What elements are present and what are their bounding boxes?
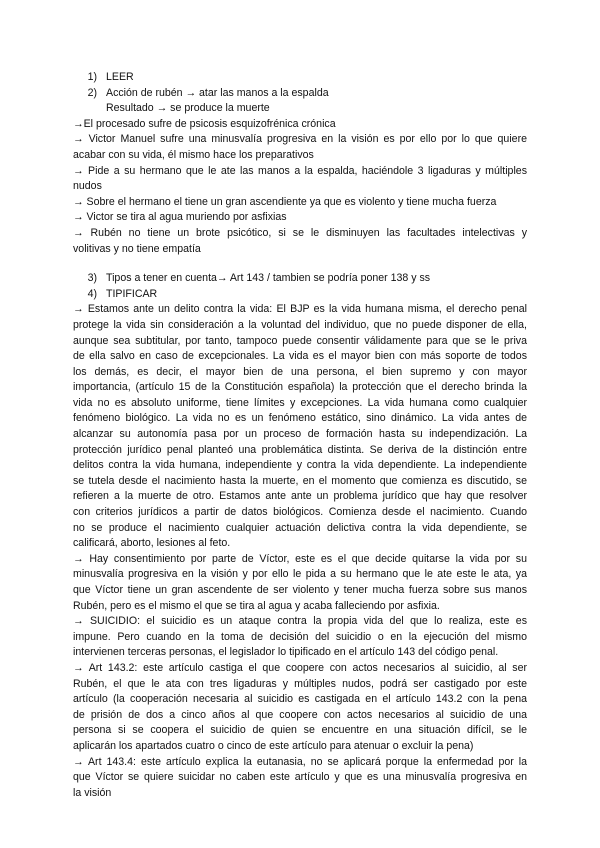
body-line: protección jurídico penal planteó una problemática distinta. Se deriva de la distinción entre: [73, 443, 527, 456]
body-text: [73, 302, 527, 801]
body-line: intervienen terceras personas, el legislador lo tipificado en el artículo 143 del código penal.: [73, 646, 499, 659]
body-line: persona si se coopera el suicidio de quien se encuentre en una situación difícil, se le: [73, 724, 527, 737]
body-line: → Art 143.2: este artículo castiga el que coopere con actos necesarios al suicidio, al ser: [73, 661, 527, 674]
document-content: [73, 70, 527, 801]
list-text: LEER: [106, 71, 134, 83]
list-item: [73, 271, 527, 287]
list-text: TIPIFICAR: [106, 287, 158, 300]
list-number: 3): [87, 272, 97, 285]
body-line: con criterios jurídicos a partir de datos biológicos. Comienza desde el nacimiento. Cuando: [73, 506, 527, 519]
body-line: aplicarán los apartados cuatro o cinco de este artículo para atenuar o excluir la pena): [73, 739, 474, 752]
fact-line: acabar con su vida, él mismo hace los preparativos: [73, 148, 314, 161]
body-line: refieren a la muerte de otro. Estamos ante ante un problema jurídico que hay que resolver: [73, 490, 527, 503]
fact-line: → Sobre el hermano el tiene un gran ascendiente ya que es violento y tiene mucha fuerza: [73, 195, 497, 208]
fact-line: nudos: [73, 180, 102, 193]
body-line: → Estamos ante un delito contra la vida: El BJP es la vida humana misma, el derecho penal: [73, 303, 527, 316]
fact-line: → Victor Manuel sufre una minusvalía progresiva en la visión es por ello por lo que quiere: [73, 133, 527, 146]
fact-line: → Pide a su hermano que le ate las manos a la espalda, haciéndole 3 ligaduras y múltiples: [73, 164, 527, 177]
body-line: no se produce el nacimiento cualquier actuación delictiva contra la vida dependiente, se: [73, 521, 527, 534]
list-subline: Resultado → se produce la muerte: [106, 102, 270, 115]
body-line: que Víctor tiene un gran ascendente de ser violento y tener mucha fuerza sobre sus manos: [73, 584, 527, 596]
body-line: se tutela desde el nacimiento hasta la muerte, en el momento que comienza es discutido, se: [73, 474, 527, 487]
body-line: → SUICIDIO: el suicidio es un ataque contra la propia vida del que lo realiza, este es: [73, 615, 527, 628]
fact-line: →El procesado sufre de psicosis esquizofrénica crónica: [73, 117, 336, 130]
list-text: Acción de rubén → atar las manos a la espalda: [106, 86, 329, 99]
fact-line: → Rubén no tiene un brote psicótico, si se le disminuyen las facultades intelectivas y: [73, 226, 527, 239]
body-line: calificará, aborto, lesiones al feto.: [73, 537, 231, 550]
body-line: vida no es absoluto uniforme, tiene límites y excepciones. La vida humana como cualquier: [73, 396, 527, 409]
list-number: 2): [87, 86, 97, 99]
body-line: → Hay consentimiento por parte de Víctor, este es el que decide quitarse la vida por su: [73, 552, 527, 565]
body-line: los demás, es decir, el mayor bien de una persona, el bien supremo y con mayor: [73, 365, 527, 378]
list-number: 1): [87, 71, 97, 83]
body-line: la visión: [73, 786, 112, 799]
body-line: aunque sea subtitular, por tanto, tampoco puede consentir válidamente para que se le priva: [73, 334, 527, 347]
list-number: 4): [87, 287, 97, 300]
body-line: que Víctor se quiere suicidar no caben este artículo y que es una minusvalía progresiva en: [73, 771, 527, 784]
body-line: delitos contra la vida humana, independiente y contra la vida dependiente. La independiente: [73, 459, 527, 472]
spacer: [73, 257, 527, 271]
body-line: Rubén, pero es el mismo el que se tira al agua y acaba falleciendo por asfixia.: [73, 599, 440, 612]
list-item: [73, 70, 527, 86]
body-line: fenómeno biológico. La vida no es un fenómeno estático, sino dinámico. La vida antes de: [73, 412, 527, 425]
fact-line: volitivas y no tiene empatía: [73, 242, 201, 255]
body-line: de ella salvo en caso de excepcionales. La vida es el mayor bien con más soporte de todos: [73, 350, 527, 363]
body-line: importancia, (artículo 15 de la Constitución española) la protección que el derecho brinda la: [73, 381, 527, 394]
body-line: de prisión de dos a cinco años al que coopere con actos necesarios al suicidio de una: [73, 708, 527, 721]
body-line: minusvalía progresiva en la visión y por ello le pida a su hermano que le ate este le ata, ya: [73, 568, 527, 581]
body-line: alcanzar su autonomía pasa por un proceso de formación hasta su independización. La: [73, 428, 527, 441]
body-line: impune. Pero cuando en la toma de decisión del suicidio o en la ejecución del mismo: [73, 630, 527, 643]
body-line: → Art 143.4: este artículo explica la eutanasia, no se aplicará porque la enfermedad por la: [73, 755, 527, 768]
body-line: artículo (la cooperación necesaria al suicidio es castigada en el artículo 143.2 con la pena: [73, 693, 527, 706]
list-item: [73, 287, 527, 303]
list-item: [73, 86, 527, 102]
body-line: Rubén, el que le ata con tres ligaduras y múltiples nudos, podrá ser castigado por este: [73, 677, 527, 690]
fact-line: → Victor se tira al agua muriendo por asfixias: [73, 211, 287, 224]
list-text: Tipos a tener en cuenta→ Art 143 / tambien se podría poner 138 y ss: [106, 272, 431, 285]
body-line: protege la vida sin consideración a la voluntad del individuo, que no puede disponer de ella,: [73, 318, 527, 331]
